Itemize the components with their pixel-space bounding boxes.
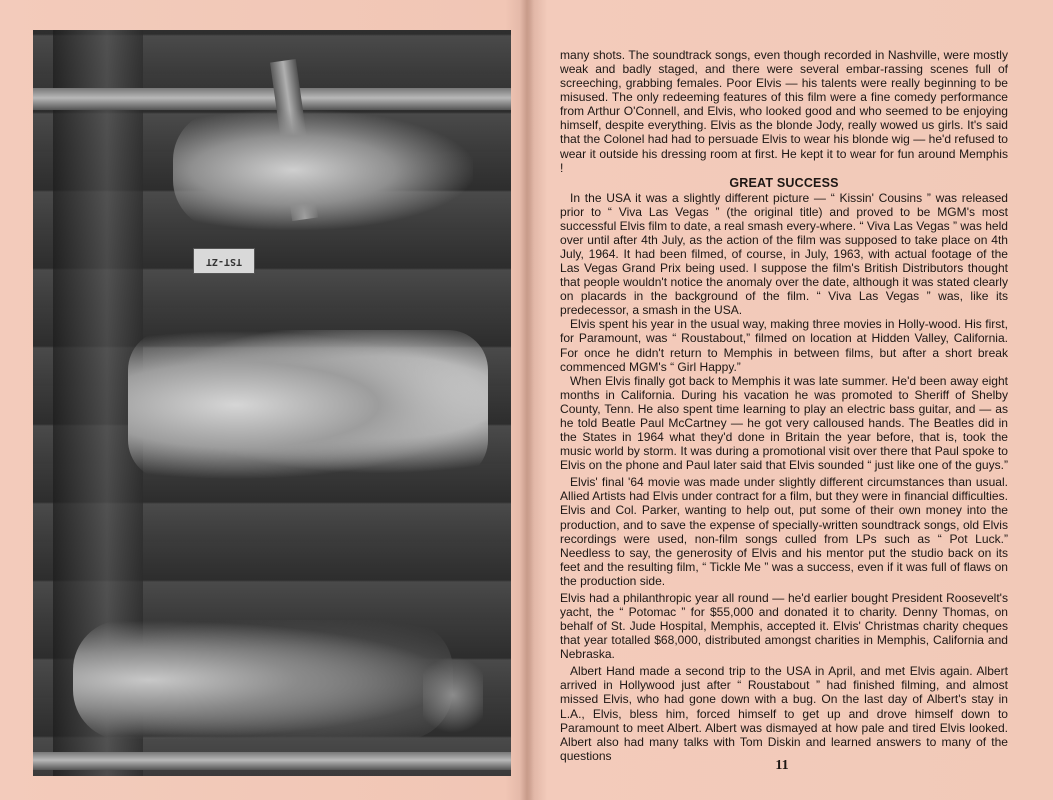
photo-figure-top (173, 110, 473, 230)
paragraph-7: Albert Hand made a second trip to the USA in April, and met Elvis again. Albert arrived in Hollywood just after “ Roustabout ” had finished filming, and almost missed Elvis, who had gone down with a bug. On the last day of Albert's stay in L.A., Elvis, bless him, forced himself to get up and drove himself down to Paramount to meet Albert. Albert was dismayed at how pale and tired Elvis looked. Albert also had many talks with Tom Diskin and learned answers to many of the questions (560, 664, 1008, 763)
paragraph-4: When Elvis finally got back to Memphis it was late summer. He'd been away eight months in California. During his vacation he was promoted to Sheriff of Shelby County, Tenn. He also spent time learning to play an electric bass guitar, and — as he told Beatle Paul McCartney — he got very calloused hands. The Beatles did in the States in 1964 what they'd done in Britain the year before, that is, took the music world by storm. It was during a promotional visit over there that Paul spoke to Elvis on the phone and Paul later said that Elvis sounded “ just like one of the guys.” (560, 373, 1009, 473)
photo-figure-bottom (73, 620, 453, 740)
paragraph-1: many shots. The soundtrack songs, even though recorded in Nashville, were mostly weak and badly staged, and there were several embar-rassing scenes full of screeching, grabbing females. Poor Elvis — his talents were really beginning to be misused. The only redeeming features of this film were a fine comedy performance from Arthur O'Connell, and Elvis, who looked good and who seemed to be enjoying himself, despite everything. Elvis as the blonde Jody, really wowed us girls. It's said that the Colonel had had to persuade Elvis to wear his blonde wig — he'd refused to wear it outside his dressing room at first. He kept it to wear for fun around Memphis ! (560, 48, 1008, 175)
photo-sign-text: TST-ZT (205, 256, 243, 267)
paragraph-2: In the USA it was a slightly different picture — “ Kissin' Cousins ” was released prior to “ Viva Las Vegas ” (the original title) and proved to be MGM's most successful Elvis film to date, a real smash every-where. “ Viva Las Vegas ” was held over until after 4th July, as the action of the film was supposed to take place on 4th July, 1964. It had been filmed, of course, in July, 1963, with actual footage of the Las Vegas Grand Prix being used. I suppose the film's British Distributors thought that people wouldn't notice the anomaly over the date, although it was stated clearly on placards in the background of the film. “ Viva Las Vegas ” was, like its predecessor, a smash in the USA. (560, 190, 1008, 318)
page-number: 11 (775, 758, 789, 773)
photo-rail-top (33, 88, 511, 110)
photo-figure-center (128, 330, 488, 480)
article-column (560, 48, 1008, 763)
page-gutter (520, 0, 534, 800)
photo-rail-bottom (33, 752, 511, 770)
film-still-photo (33, 30, 511, 776)
photo-lamp (423, 650, 483, 740)
section-heading: GREAT SUCCESS (729, 175, 839, 190)
paragraph-6: Elvis had a philanthropic year all round — he'd earlier bought President Roosevelt's yacht, the “ Potomac ” for $55,000 and donated it to charity. Denny Thomas, on behalf of St. Jude Hospital, Memphis, accepted it. Elvis' Christmas charity cheques that year totalled $68,000, distributed amongst charities in Memphis, California and Nebraska. (560, 590, 1008, 662)
photo-sign (193, 248, 255, 274)
paragraph-5: Elvis' final '64 movie was made under slightly different circumstances than usual. Allied Artists had Elvis under contract for a film, but they were in financial difficulties. Elvis and Col. Parker, wanting to help out, put some of their own money into the production, and to save the expense of specially-written soundtrack songs, old Elvis recordings were used, non-film songs culled from LPs such as “ Pot Luck.” Needless to say, the generosity of Elvis and his mentor put the studio back on its feet and the resulting film, “ Tickle Me ” was a success, even if it was full of flaws on the production side. (560, 475, 1008, 588)
paragraph-3: Elvis spent his year in the usual way, making three movies in Holly-wood. His first, for Paramount, was “ Roustabout,” filmed on location at Hidden Valley, California. For once he didn't return to Memphis in between films, but after a short break commenced MGM's “ Girl Happy.” (560, 317, 1008, 374)
